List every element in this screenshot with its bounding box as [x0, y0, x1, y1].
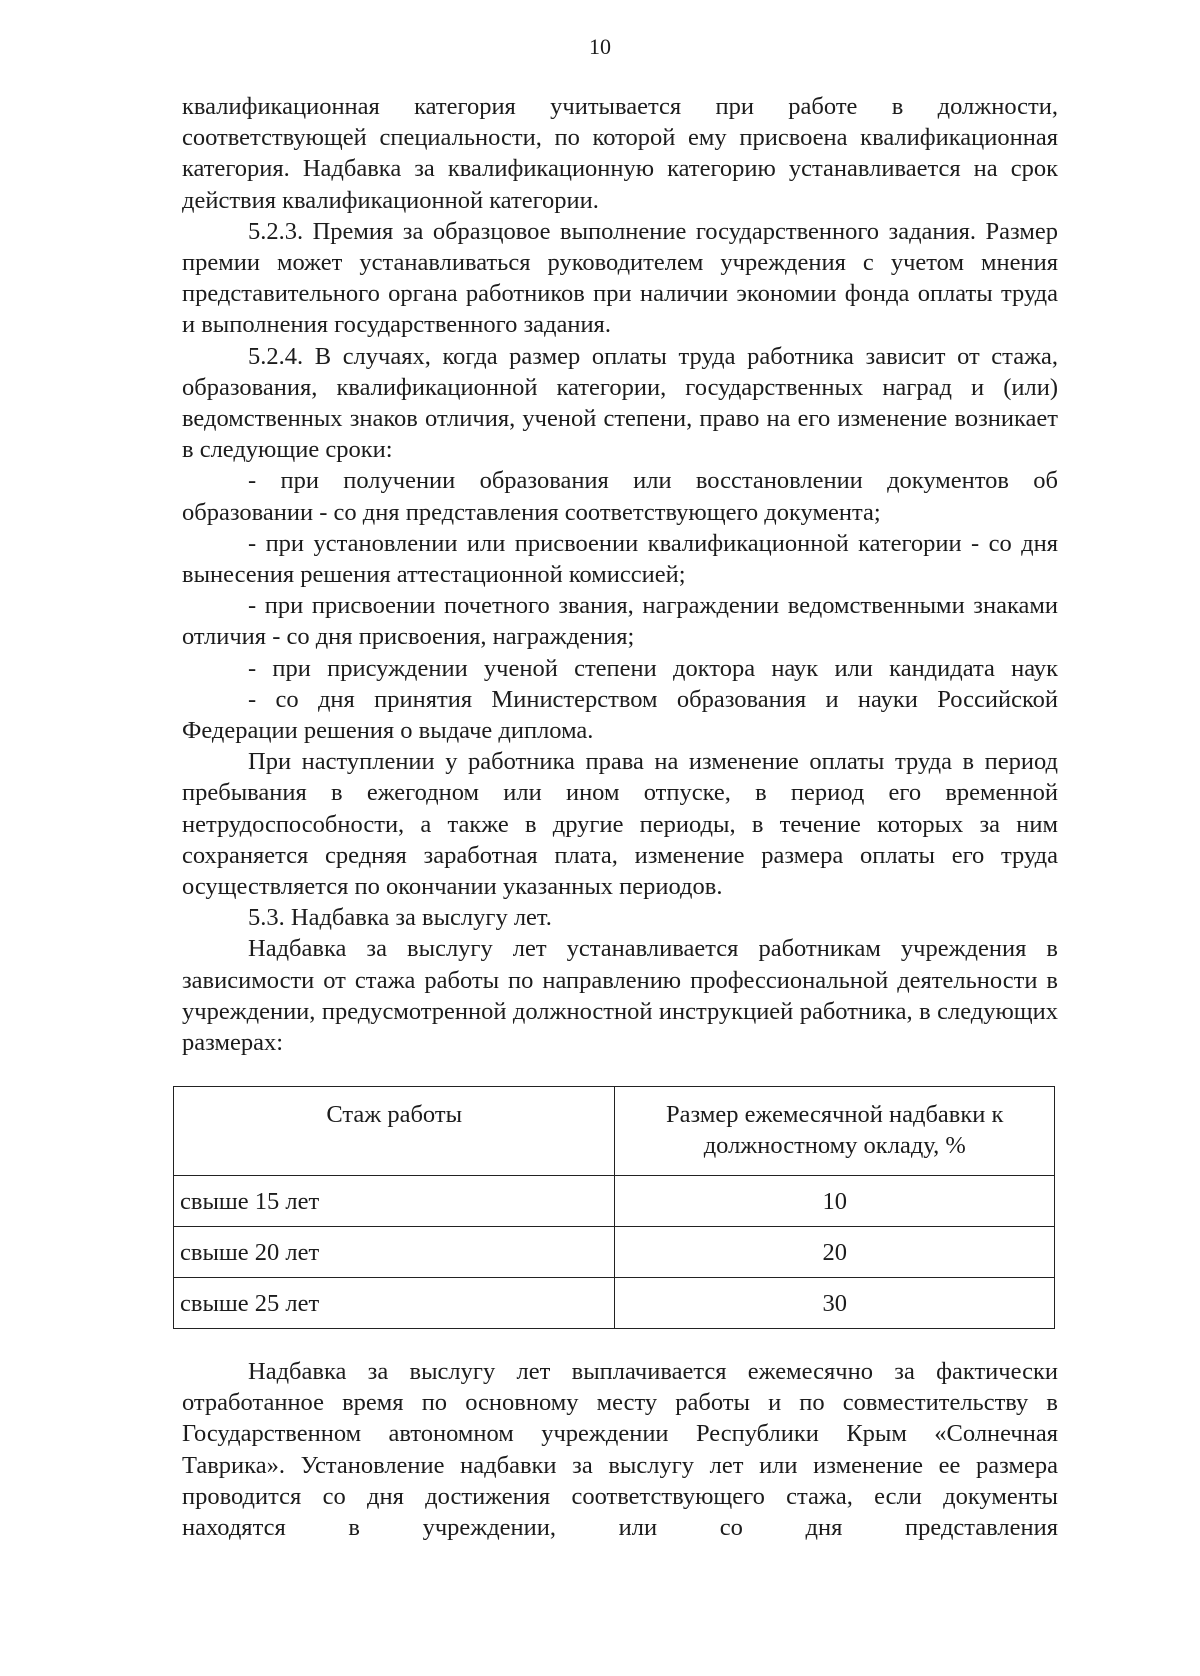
table-header-row: [174, 1087, 1055, 1176]
table-row: [174, 1278, 1055, 1329]
table-cell: 30: [615, 1278, 1055, 1329]
paragraph: 5.2.3. Премия за образцовое выполнение государственного задания. Размер премии может устанавливаться руководителем учреждения с учетом мнения представительного органа работников при наличии экономии фонда оплаты труда и выполнения государственного задания.: [182, 217, 1058, 339]
table-cell: 10: [615, 1176, 1055, 1227]
paragraph: Надбавка за выслугу лет устанавливается работникам учреждения в зависимости от стажа работы по направлению профессиональной деятельности в учреждении, предусмотренной должностной инструкцией работника, в следующих размерах:: [182, 935, 1058, 1057]
table-header-cell: Стаж работы: [174, 1087, 615, 1176]
paragraph: При наступлении у работника права на изменение оплаты труда в период пребывания в ежегодном или ином отпуске, в период его временной нетрудоспособности, а также в другие периоды, в течение которых за ним сохраняется средняя заработная плата, изменение размера оплаты его труда осуществляется по окончании указанных периодов.: [182, 748, 1058, 901]
body-text: [182, 91, 1058, 1058]
list-item: - при присвоении почетного звания, награждении ведомственными знаками отличия - со дня присвоения, награждения;: [182, 592, 1058, 651]
paragraph: 5.2.4. В случаях, когда размер оплаты труда работника зависит от стажа, образования, квалификационной категории, государственных наград и (или) ведомственных знаков отличия, ученой степени, право на его изменение возникает в следующие сроки:: [182, 342, 1058, 464]
paragraph: квалификационная категория учитывается при работе в должности, соответствующей специальности, по которой ему присвоена квалификационная категория. Надбавка за квалификационную категорию устанавливается на срок действия квалификационной категории.: [182, 93, 1058, 214]
table-row: [174, 1227, 1055, 1278]
list-item: - при присуждении ученой степени доктора наук или кандидата наук: [248, 654, 1058, 682]
seniority-table: [173, 1086, 1055, 1329]
table-header-cell: Размер ежемесячной надбавки к должностному окладу, %: [615, 1087, 1055, 1176]
list-item: - при получении образования или восстановлении документов об образовании - со дня представления соответствующего документа;: [182, 467, 1058, 526]
table-cell: свыше 25 лет: [174, 1278, 615, 1329]
table-cell: 20: [615, 1227, 1055, 1278]
paragraph: Надбавка за выслугу лет выплачивается ежемесячно за фактически отработанное время по основному месту работы и по совместительству в Государственном автономном учреждении Республики Крым «Солнечная Таврика». Установление надбавки за выслугу лет или изменение ее размера проводится со дня достижения соответствующего стажа, если документы находятся в учреждении, или со дня представления: [182, 1358, 1058, 1542]
section-heading: 5.3. Надбавка за выслугу лет.: [248, 904, 552, 932]
table-cell: свыше 20 лет: [174, 1227, 615, 1278]
table-cell: свыше 15 лет: [174, 1176, 615, 1227]
closing-text: [182, 1356, 1058, 1543]
list-item: - со дня принятия Министерством образования и науки Российской Федерации решения о выдаче диплома.: [182, 685, 1058, 745]
page-number: 10: [589, 34, 611, 59]
table-row: [174, 1176, 1055, 1227]
list-item: - при установлении или присвоении квалификационной категории - со дня вынесения решения аттестационной комиссией;: [182, 529, 1058, 589]
